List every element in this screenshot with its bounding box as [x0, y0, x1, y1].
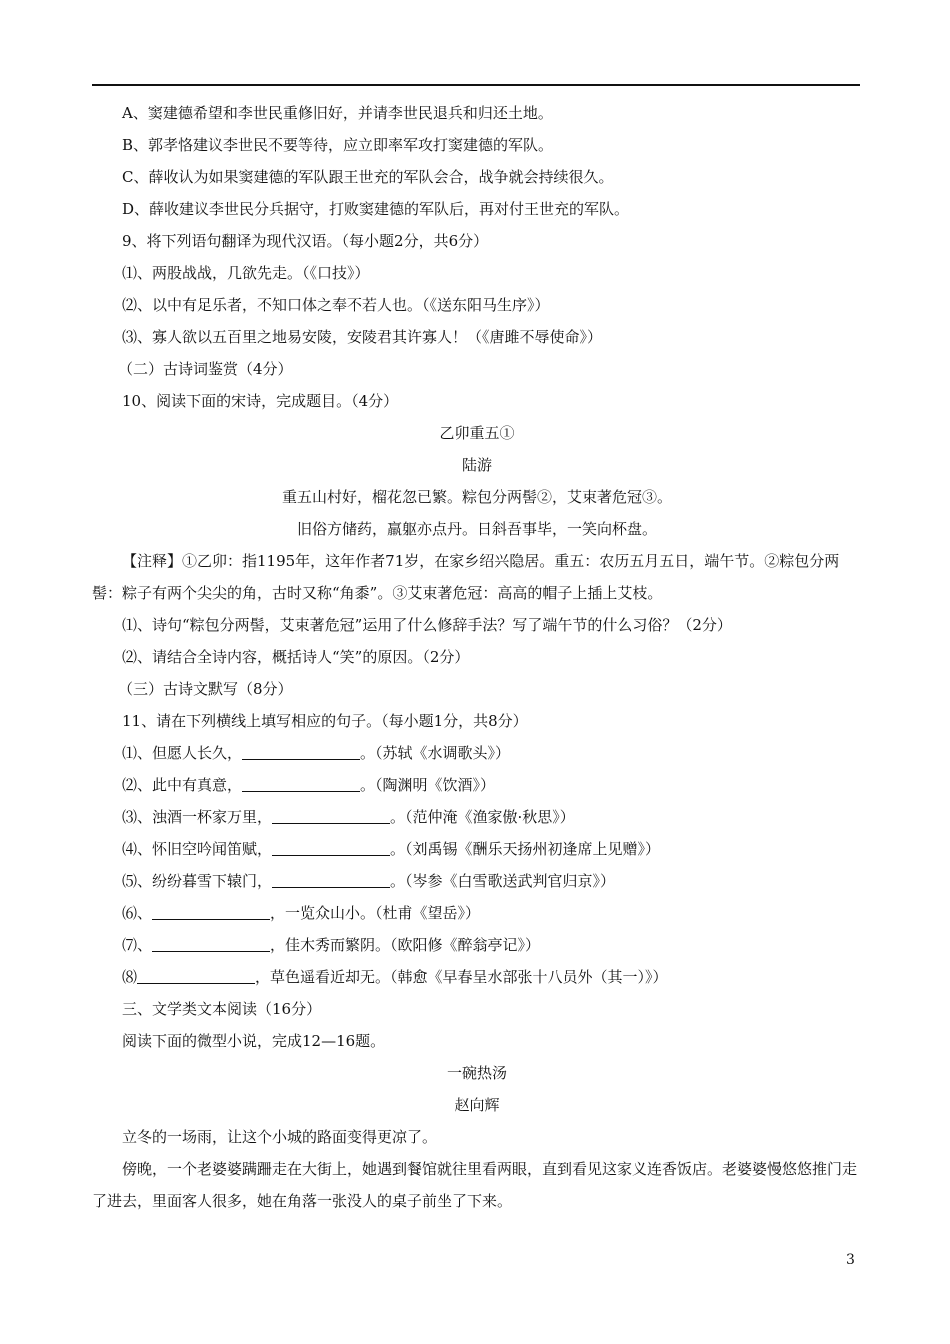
q10-sub-2: ⑵、请结合全诗内容，概括诗人“笑”的原因。（2分） [122, 648, 470, 666]
fill-item-1: ⑴、但愿人长久， 。（苏轼《水调歌头》） [122, 737, 862, 769]
answer-blank[interactable] [137, 965, 255, 984]
q9-item-2: ⑵、以中有足乐者，不知口体之奉不若人也。（《送东阳马生序》） [122, 296, 550, 314]
q10-title: 10、阅读下面的宋诗，完成题目。（4分） [122, 392, 399, 410]
q9-item-3: ⑶、寡人欲以五百里之地易安陵，安陵君其许寡人！（《唐雎不辱使命》） [122, 328, 603, 346]
part-3-intro: 阅读下面的微型小说，完成12—16题。 [122, 1032, 386, 1050]
option-a: A、窦建德希望和李世民重修旧好，并请李世民退兵和归还土地。 [122, 104, 553, 122]
q9-title: 9、将下列语句翻译为现代汉语。（每小题2分，共6分） [122, 232, 489, 250]
poem-title: 乙卯重五① [439, 424, 515, 442]
story-paragraph-2: 傍晚，一个老婆婆蹒跚走在大街上，她遇到餐馆就往里看两眼，直到看见这家义连香饭店。老婆婆慢悠悠推门走了进去，里面客人很多，她在角落一张没人的桌子前坐了下来。 [92, 1160, 858, 1210]
poem-author: 陆游 [461, 456, 492, 474]
answer-blank[interactable] [242, 741, 360, 760]
option-d: D、薛收建议李世民分兵据守，打败窦建德的军队后，再对付王世充的军队。 [122, 200, 630, 218]
poem-line-2: 旧俗方储药，羸躯亦点丹。日斜吾事毕，一笑向杯盘。 [296, 520, 657, 538]
poem-note: 【注释】①乙卯：指1195年，这年作者71岁，在家乡绍兴隐居。重五：农历五月五日，端午节。②粽包分两髻：粽子有两个尖尖的角，古时又称“角黍”。③艾束著危冠：高高的帽子上插上艾枝。 [92, 552, 840, 602]
header-rule [92, 84, 860, 86]
story-paragraph-1: 立冬的一场雨，让这个小城的路面变得更凉了。 [122, 1128, 438, 1146]
option-b: B、郭孝恪建议李世民不要等待，应立即率军攻打窦建德的军队。 [122, 136, 554, 154]
answer-blank[interactable] [272, 805, 390, 824]
option-c: C、薛收认为如果窦建德的军队跟王世充的军队会合，战争就会持续很久。 [122, 168, 614, 186]
answer-blank[interactable] [152, 933, 270, 952]
fill-item-7: ⑺、 ，佳木秀而繁阴。（欧阳修《醉翁亭记》） [122, 929, 862, 961]
q9-item-1: ⑴、两股战战，几欲先走。（《口技》） [122, 264, 370, 282]
poem-line-1: 重五山村好，榴花忽已繁。粽包分两髻②，艾束著危冠③。 [281, 488, 672, 506]
story-author: 赵向辉 [454, 1096, 500, 1114]
answer-blank[interactable] [242, 773, 360, 792]
q11-title: 11、请在下列横线上填写相应的句子。（每小题1分，共8分） [122, 712, 528, 730]
answer-blank[interactable] [272, 837, 390, 856]
fill-item-5: ⑸、纷纷暮雪下辕门， 。（岑参《白雪歌送武判官归京》） [122, 865, 862, 897]
document-body [92, 97, 862, 1217]
story-title: 一碗热汤 [446, 1064, 507, 1082]
answer-blank[interactable] [272, 869, 390, 888]
q10-sub-1: ⑴、诗句“粽包分两髻，艾束著危冠”运用了什么修辞手法？写了端午节的什么习俗？（2分） [122, 616, 732, 634]
part-3-heading: 三、文学类文本阅读（16分） [122, 1000, 322, 1018]
fill-item-8: ⑻ ，草色遥看近却无。（韩愈《早春呈水部张十八员外（其一）》） [122, 961, 862, 993]
fill-item-2: ⑵、此中有真意， 。（陶渊明《饮酒》） [122, 769, 862, 801]
section-2-heading: （二）古诗词鉴赏（4分） [118, 360, 293, 378]
page-number: 3 [846, 1252, 855, 1268]
fill-item-4: ⑷、怀旧空吟闻笛赋， 。（刘禹锡《酬乐天扬州初逢席上见赠》） [122, 833, 862, 865]
answer-blank[interactable] [152, 901, 270, 920]
fill-item-3: ⑶、浊酒一杯家万里， 。（范仲淹《渔家傲·秋思》） [122, 801, 862, 833]
fill-item-6: ⑹、 ，一览众山小。（杜甫《望岳》） [122, 897, 862, 929]
section-3-heading: （三）古诗文默写（8分） [118, 680, 293, 698]
